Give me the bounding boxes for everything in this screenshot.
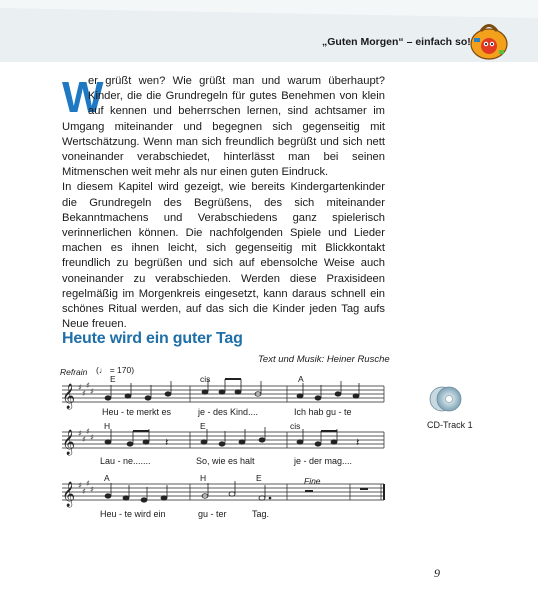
lyric-line3-1: Heu - te wird ein — [100, 509, 166, 519]
chord-line2-1: H — [104, 421, 111, 431]
cd-track-label: CD-Track 1 — [427, 420, 473, 430]
svg-text:𝄞: 𝄞 — [62, 430, 76, 455]
svg-text:𝄞: 𝄞 — [62, 482, 76, 507]
svg-text:♯: ♯ — [78, 383, 82, 392]
svg-text:♯: ♯ — [78, 481, 82, 490]
paragraph-1: er grüßt wen? Wie grüßt man und warum überhaupt? Kinder, die die Grundregeln für gutes Benehmen von klein auf kennen und beherrschen lernen, sind achtsamer im Umgang miteinander und begegnen sich gegenseitig mit Wertschätzung. Wenn man sich freundlich begrüßt und sich nett voneinander verabschiedet, hinterlässt man bei seinen Mitmenschen weit mehr als nur einen guten Eindruck. — [62, 75, 385, 179]
lyric-line2-2: So, wie es halt — [196, 456, 255, 466]
lyric-line2-3: je - der mag.... — [294, 456, 353, 466]
treble-clefs — [62, 383, 75, 507]
lyric-line3-2: gu - ter — [198, 509, 227, 519]
svg-text:♯: ♯ — [78, 429, 82, 438]
song-title: Heute wird ein guter Tag — [62, 330, 243, 347]
chord-line3-1: A — [104, 473, 110, 483]
svg-text:♯: ♯ — [82, 487, 86, 496]
refrain-label: Refrain — [60, 367, 88, 377]
lyric-line1-1: Heu - te merkt es — [102, 407, 172, 417]
fine-marking: Fine — [304, 476, 321, 486]
song-credits: Text und Musik: Heiner Rusche — [258, 354, 390, 365]
chord-line2-3: cis — [290, 421, 301, 431]
chord-line3-2: H — [200, 473, 207, 483]
svg-text:♯: ♯ — [82, 389, 86, 398]
chord-line1-2: cis — [200, 374, 211, 384]
chord-line3-3: E — [256, 473, 262, 483]
svg-text:♯: ♯ — [86, 427, 90, 436]
lyric-line1-2: je - des Kind.... — [198, 407, 259, 417]
svg-text:♯: ♯ — [90, 485, 94, 494]
paragraph-2: In diesem Kapitel wird gezeigt, wie bereits Kindergartenkinder die Grundregeln des Begrüßens, des sich miteinander Bekanntmachens und Verabschiedens ganz spielerisch verinnerlichen können. Die nachfolgenden Spiele und Lieder machen es ihnen leicht, sich gegenseitig mit Blickkontakt freundlich zu begrüßen und sich auf ebensolche Weise auch voneinander zu verabschieden. Werden diese Praxisideen regelmäßig im Morgenkreis eingesetzt, kann daraus schnell ein schönes Ritual werden, auf das sich die Kinder jeden Tag aufs Neue freuen. — [62, 181, 385, 331]
svg-text:♯: ♯ — [86, 479, 90, 488]
svg-text:𝄞: 𝄞 — [62, 384, 76, 409]
chord-line2-2: E — [200, 421, 206, 431]
chapter-title: „Guten Morgen“ – einfach so! — [322, 36, 471, 48]
dropcap-letter: W — [62, 73, 104, 122]
chord-line1-1: E — [110, 374, 116, 384]
svg-text:♯: ♯ — [90, 387, 94, 396]
page-number: 9 — [434, 566, 440, 580]
lyric-line2-1: Lau - ne....... — [100, 456, 151, 466]
notes-staff-2 — [105, 427, 359, 449]
chord-line1-3: A — [298, 374, 304, 384]
svg-text:𝄽: 𝄽 — [165, 437, 169, 449]
svg-text:♯: ♯ — [82, 435, 86, 444]
svg-text:♯: ♯ — [90, 433, 94, 442]
lyric-line1-3: Ich hab gu - te — [294, 407, 352, 417]
notes-staff-1 — [105, 379, 359, 400]
cd-icon — [432, 384, 462, 414]
lyric-line3-3: Tag. — [252, 509, 270, 519]
tempo-marking: (♩ = 170) — [96, 365, 135, 375]
svg-text:𝄽: 𝄽 — [356, 437, 360, 449]
svg-text:♯: ♯ — [86, 381, 90, 390]
